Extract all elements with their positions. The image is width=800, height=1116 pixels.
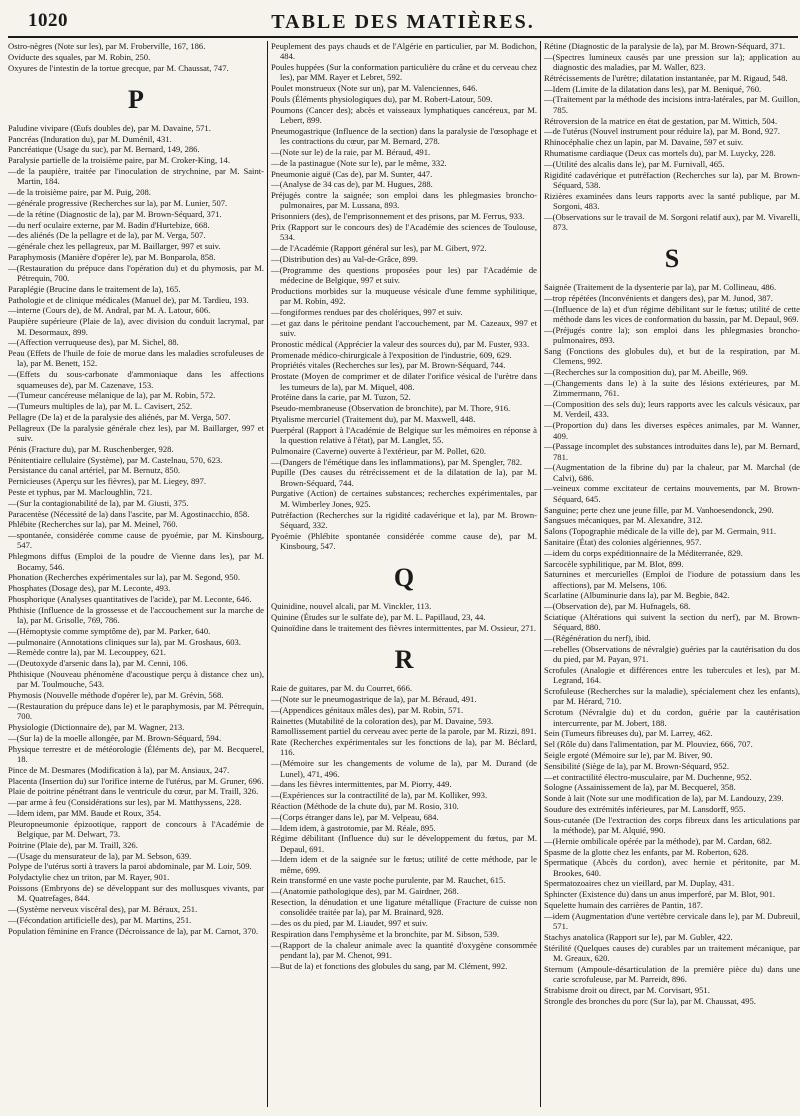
index-entry: Pancréas (Induration du), par M. Duménil, 431. bbox=[8, 133, 172, 144]
running-title: TABLE DES MATIÈRES. bbox=[271, 11, 535, 33]
index-entry: Raie de guitares, par M. du Courret, 666. bbox=[271, 683, 413, 694]
index-entry: —(Hémoptysie comme symptôme de), par M. Parker, 640. bbox=[8, 625, 211, 636]
index-entry: Saignée (Traitement de la dysenterie par la), par M. Collineau, 486. bbox=[544, 282, 777, 293]
index-entry: —(Programme des questions proposées pour les) par l'Académie de médecine de Belgique, 997 et suiv. bbox=[271, 264, 537, 286]
index-entry: —(Analyse de 34 cas de), par M. Hugues, 288. bbox=[271, 179, 433, 190]
index-entry: Sologne (Assainissement de la), par M. Becquerel, 358. bbox=[544, 782, 736, 793]
index-entry: Pénis (Fracture du), par M. Ruschenberger, 928. bbox=[8, 443, 174, 454]
index-entry: —(Usage du mensurateur de la), par M. Sebson, 639. bbox=[8, 850, 192, 861]
index-entry: —(Fécondation artificielle des), par M. Martins, 251. bbox=[8, 914, 192, 925]
index-entry: —pulmonaire (Annotations cliniques sur la), par M. Groshaus, 603. bbox=[8, 636, 241, 647]
index-entry: —(Observations sur le travail de M. Sorgoni relatif aux), par M. Vivarelli, 873. bbox=[544, 211, 800, 233]
index-entry: Pellagreux (De la paralysie générale chez les), par M. Baillarger, 997 et suiv. bbox=[8, 422, 264, 443]
index-entry: —spontanée, considérée comme cause de pyoémie, par M. Kinsbourg, 547. bbox=[8, 530, 264, 551]
index-entry: Productions morbides sur la muqueuse vésicale d'une femme syphilitique, par M. Robin, 492. bbox=[271, 285, 537, 307]
index-entry: —(Préjugés contre la); son emploi dans les phlegmasies broncho-pulmonaires, 893. bbox=[544, 325, 800, 346]
index-entry: Scarlatine (Albuminurie dans la), par M. Begbie, 842. bbox=[544, 590, 730, 601]
index-entry: —(Restauration du prépuce dans l'opération du) et du phymosis, par M. Pétrequin, 700. bbox=[8, 262, 264, 284]
index-entry: —(Influence de la) et d'un régime débilitant sur le fœtus; utilité de cette méthode dans les vices de conformation du bassin, par M. Depaul, 969. bbox=[544, 303, 800, 325]
index-entry: Squelette humain des carrières de Pantin, 187. bbox=[544, 900, 703, 911]
index-entry: Quinine (Études sur le sulfate de), par M. L. Papillaud, 23, 44. bbox=[271, 612, 486, 623]
index-entry: —idem (Augmentation d'une vertèbre cervicale dans le), par M. Dubreuil, 571. bbox=[544, 910, 800, 932]
index-entry: Préjugés contre la saignée; son emploi dans les phlegmasies broncho-pulmonaires, par M. Lussana, 893. bbox=[271, 190, 537, 211]
index-entry: —(Tumeurs multiples de la), par M. L. Cavisert, 252. bbox=[8, 401, 193, 412]
index-entry: Peau (Effets de l'huile de foie de morue dans les maladies scrofuleuses de la), par M. Benett, 152. bbox=[8, 348, 264, 369]
index-entry: —de la paupière, traitée par l'inoculation de strychnine, par M. Saint-Martin, 184. bbox=[8, 166, 264, 187]
column-divider bbox=[540, 41, 541, 1107]
section-letter: P bbox=[128, 84, 144, 114]
index-entry: Promenade médico-chirurgicale à l'exposition de l'industrie, 609, 629. bbox=[271, 349, 512, 360]
index-entry: Rate (Recherches expérimentales sur les fonctions de la), par M. Béclard, 116. bbox=[271, 737, 537, 758]
index-entry: Putréfaction (Recherches sur la rigidité cadavérique et la), par M. Brown-Séquard, 332. bbox=[271, 509, 537, 530]
index-entry: Phlébite (Recherches sur la), par M. Meinel, 760. bbox=[8, 519, 178, 530]
index-entry: —(Note sur le) de la raie, par M. Béraud, 491. bbox=[271, 146, 431, 157]
index-entry: —du nerf oculaire externe, par M. Badin d'Hurtebize, 668. bbox=[8, 219, 210, 230]
index-entry: Poules huppées (Sur la conformation particulière du crâne et du cerveau chez les), par MM. Rayer et Lebret, 592. bbox=[271, 62, 537, 83]
index-entry: Sensibilité (Siège de la), par M. Brown-Séquard, 952. bbox=[544, 760, 729, 771]
index-entry: Polype de l'utérus sorti à travers la paroi abdominale, par M. Loir, 509. bbox=[8, 861, 252, 872]
index-entry: Prostate (Moyen de comprimer et de dilater l'orifice vésical de l'urètre dans les tumeurs de la), par M. Miquel, 408. bbox=[271, 371, 537, 392]
index-entry: —des aliénés (De la pellagre et de la), par M. Verga, 507. bbox=[8, 230, 206, 241]
index-entry: Sein (Tumeurs fibreuses du), par M. Larrey, 462. bbox=[544, 728, 713, 739]
index-entry: Spermatozoaires chez un vieillard, par M. Duplay, 431. bbox=[544, 878, 735, 889]
index-entry: Rétine (Diagnostic de la paralysie de la), par M. Brown-Séquard, 371. bbox=[544, 41, 786, 51]
index-entry: Rétroversion de la matrice en état de gestation, par M. Wittich, 504. bbox=[544, 115, 778, 126]
index-column-2 bbox=[271, 41, 537, 1107]
index-entry: Pyoémie (Phlébite spontanée considérée comme cause de), par M. Kinsbourg, 547. bbox=[271, 530, 537, 551]
index-entry: Ramollissement partiel du cerveau avec perte de la parole, par M. Rizzi, 891. bbox=[271, 726, 537, 737]
index-entry: —de l'Académie (Rapport général sur les), par M. Gibert, 972. bbox=[271, 243, 487, 254]
index-entry: —fongiformes rendues par des cholériques, 997 et suiv. bbox=[271, 306, 463, 317]
index-entry: Purgative (Action) de certaines substances; recherches expérimentales, par M. Wimberley Jones, 925. bbox=[271, 488, 537, 509]
index-entry: —(Restauration du prépuce dans le) et le paraphymosis, par M. Pétrequin, 700. bbox=[8, 700, 264, 722]
index-entry: —par arme à feu (Considérations sur les), par M. Matthyssens, 228. bbox=[8, 797, 242, 808]
column-divider bbox=[267, 41, 268, 1107]
index-entry: —(Recherches sur la composition du), par M. Abeille, 969. bbox=[544, 367, 748, 378]
index-entry: Seigle ergoté (Mémoire sur le), par M. Biver, 90. bbox=[544, 749, 713, 760]
index-entry: Pneumonie aiguë (Cas de), par M. Sunter, 447. bbox=[271, 168, 433, 179]
index-entry: Paraphymosis (Manière d'opérer le), par M. Bonparola, 858. bbox=[8, 251, 216, 262]
index-entry: Peuplement des pays chauds et de l'Algérie en particulier, par M. Bodichon, 484. bbox=[271, 41, 537, 62]
index-entry: Rétrécissements de l'urètre; dilatation instantanée, par M. Rigaud, 548. bbox=[544, 72, 788, 83]
index-entry: —Remède contre la), par M. Lecouppey, 621. bbox=[8, 647, 166, 658]
index-entry: —Idem (Limite de la dilatation dans les), par M. Beniqué, 760. bbox=[544, 83, 762, 94]
index-entry: —(Traitement par la méthode des incisions intra-latérales, par M. Guillon, 785. bbox=[544, 94, 800, 115]
index-entry: Phthisique (Nouveau phénomène d'acoustique perçu à distance chez un), par M. Toulmouche, 543. bbox=[8, 669, 264, 690]
index-entry: —de la troisième paire, par M. Puig, 208. bbox=[8, 187, 151, 198]
index-entry: —(Régénération du nerf), ibid. bbox=[544, 633, 651, 644]
index-entry: Prisonniers (des), de l'emprisonnement et des prisons, par M. Ferrus, 933. bbox=[271, 211, 525, 222]
index-entry: Stérilité (Quelques causes de) curables par un traitement mécanique, par M. Greaux, 620. bbox=[544, 942, 800, 964]
index-entry: —(Deutoxyde d'arsenic dans la), par M. Cenni, 106. bbox=[8, 658, 188, 669]
index-entry: Paracentèse (Nécessité de la) dans l'ascite, par M. Agostinacchio, 858. bbox=[8, 508, 250, 519]
index-entry: Poissons (Embryons de) se développant sur des mollusques vivants, par M. Quatrefages, 844. bbox=[8, 882, 264, 904]
index-entry: Sarcocèle syphilitique, par M. Blot, 899. bbox=[544, 558, 684, 569]
index-entry: Paralysie partielle de la troisième paire, par M. Croker-King, 14. bbox=[8, 155, 230, 166]
index-entry: Pouls (Éléments physiologiques du), par M. Robert-Latour, 509. bbox=[271, 93, 493, 104]
section-letter: S bbox=[664, 244, 680, 274]
index-entry: Pneumogastrique (Influence de la section) dans la paralysie de l'œsophage et les contractions du cœur, par M. Bernard, 278. bbox=[271, 125, 537, 147]
index-entry: Sciatique (Altérations qui suivent la section du nerf), par M. Brown-Séquard, 880. bbox=[544, 612, 800, 633]
index-entry: Plaie de poitrine pénétrant dans le ventricule du cœur, par M. Traill, 326. bbox=[8, 786, 259, 797]
index-entry: —(Affection verruqueuse des), par M. Sichel, 88. bbox=[8, 337, 179, 348]
index-entry: —interne (Cours de), de M. Andral, par M. A. Latour, 606. bbox=[8, 305, 211, 316]
index-entry: Rizières examinées dans leurs rapports avec la santé publique, par M. Sorgoni, 483. bbox=[544, 190, 800, 211]
index-entry: Sanguine; perte chez une jeune fille, par M. Vanhoesendonck, 290. bbox=[544, 504, 774, 515]
index-entry: —(Corps étranger dans le), par M. Velpeau, 684. bbox=[271, 811, 439, 822]
index-entry: Peste et typhus, par M. Macloughlin, 721. bbox=[8, 486, 153, 497]
index-entry: —(Expériences sur la contractilité de la), par M. Kolliker, 993. bbox=[271, 790, 488, 801]
index-entry: Strabisme droit ou direct, par M. Corvisart, 951. bbox=[544, 984, 710, 995]
index-entry: Prix (Rapport sur le concours des) de l'Académie des sciences de Toulouse, 534. bbox=[271, 222, 537, 243]
index-entry: Phlegmons diffus (Emploi de la poudre de Vienne dans les), par M. Bocamy, 546. bbox=[8, 551, 264, 572]
index-entry: —(Effets du sous-carbonate d'ammoniaque dans les affections squameuses de), par M. Cazenave, 153. bbox=[8, 369, 264, 390]
index-entry: Rhinocéphalie chez un lapin, par M. Davaine, 597 et suiv. bbox=[544, 137, 744, 148]
index-entry: Réaction (Méthode de la chute du), par M. Rosio, 310. bbox=[271, 800, 459, 811]
index-entry: Rhumatisme cardiaque (Deux cas mortels du), par M. Luycky, 228. bbox=[544, 147, 776, 158]
index-entry: —Idem idem, par MM. Baude et Roux, 354. bbox=[8, 807, 161, 818]
page-header bbox=[8, 4, 798, 34]
index-entry: Sonde à lait (Note sur une modification de la), par M. Landouzy, 239. bbox=[544, 793, 784, 804]
index-entry: Sphincter (Existence du) dans un anus imperforé, par M. Blot, 901. bbox=[544, 889, 776, 900]
index-entry: Paludine vivipare (Œufs doubles de), par M. Davaine, 571. bbox=[8, 122, 211, 133]
index-entry: —veineux comme excitateur de certains mouvements, par M. Brown-Séquard, 645. bbox=[544, 483, 800, 504]
index-entry: Ostro-nègres (Note sur les), par M. Froberville, 167, 186. bbox=[8, 41, 206, 51]
index-entry: Oviducte des squales, par M. Robin, 250. bbox=[8, 51, 151, 62]
index-entry: Phosphorique (Analyses quantitatives de l'acide), par M. Leconte, 646. bbox=[8, 593, 252, 604]
index-entry: Phosphates (Dosage des), par M. Leconte, 493. bbox=[8, 583, 171, 594]
section-letter: R bbox=[394, 645, 414, 675]
index-entry: —(Tumeur cancéreuse mélanique de la), par M. Robin, 572. bbox=[8, 390, 216, 401]
index-entry: —(Hernie ombilicale opérée par la méthode), par M. Cardan, 682. bbox=[544, 835, 772, 846]
index-entry: Scrotum (Névralgie du) et du cordon, guérie par la cautérisation intercurrente, par M. Jobert, 188. bbox=[544, 707, 800, 728]
index-entry: —Idem idem, à gastrotomie, par M. Réale, 895. bbox=[271, 822, 436, 833]
index-entry: —(Composition des sels du); leurs rapports avec les calculs vésicaux, par M. Verdeil, 433. bbox=[544, 399, 800, 420]
index-entry: —(Observation de), par M. Hufnagels, 68. bbox=[544, 601, 691, 612]
index-entry: —rebelles (Observations de névralgie) guéries par la cautérisation du dos du pied, par M. Payan, 971. bbox=[544, 643, 800, 665]
index-entry: —de la rétine (Diagnostic de la), par M. Brown-Séquard, 371. bbox=[8, 208, 222, 219]
index-entry: —But de la) et fonctions des globules du sang, par M. Clément, 992. bbox=[271, 960, 508, 971]
index-entry: Oxyures de l'intestin de la tortue grecque, par M. Chaussat, 747. bbox=[8, 62, 229, 73]
header-rule bbox=[8, 36, 798, 38]
index-entry: Propriétés vitales (Recherches sur les), par M. Brown-Séquard, 744. bbox=[271, 360, 506, 371]
index-entry: Scrofules (Analogie et différences entre les tubercules et les), par M. Legrand, 164. bbox=[544, 665, 800, 686]
index-entry: Placenta (Insertion du) sur l'orifice interne de l'utérus, par M. Gruner, 696. bbox=[8, 775, 264, 786]
index-entry: —(Augmentation de la fibrine du) par la chaleur, par M. Marchal (de Calvi), 686. bbox=[544, 462, 800, 483]
index-column-3 bbox=[544, 41, 800, 1107]
index-entry: —(Appendices génitaux mâles des), par M. Robin, 571. bbox=[271, 704, 464, 715]
index-entry: Saturnines et mercurielles (Emploi de l'iodure de potassium dans les affections), par M. Melsens, 106. bbox=[544, 569, 800, 590]
index-entry: —Idem idem et de la saignée sur le fœtus; utilité de cette méthode, par le même, 699. bbox=[271, 854, 537, 875]
index-entry: Sang (Fonctions des globules du), et but de la respiration, par M. Clemens, 992. bbox=[544, 346, 800, 367]
index-entry: —(Proportion du) dans les diverses espèces animales, par M. Wanner, 409. bbox=[544, 420, 800, 441]
index-entry: —(Anatomie pathologique des), par M. Gairdner, 268. bbox=[271, 886, 459, 897]
index-entry: Sel (Rôle du) dans l'alimentation, par M. Plouviez, 666, 707. bbox=[544, 739, 753, 750]
index-entry: —(Note sur le pneumogastrique de la), par M. Béraud, 491. bbox=[271, 693, 477, 704]
index-entry: Rainettes (Mutabilité de la coloration des), par M. Davaine, 593. bbox=[271, 715, 494, 726]
index-entry: Soudure des extrémités inférieures, par M. Lansdorff, 955. bbox=[544, 803, 746, 814]
index-entry: —(Spectres lumineux causés par une pression sur la); application au diagnostic des maladies, par M. Waller, 823. bbox=[544, 51, 800, 73]
index-entry: Pénitentiaire cellulaire (Système), par M. Castelnau, 570, 623. bbox=[8, 454, 223, 465]
index-entry: Régime débilitant (Influence du) sur le développement du fœtus, par M. Depaul, 691. bbox=[271, 833, 537, 854]
index-entry: —(Changements dans le) à la suite des lésions extérieures, par M. Zimmermann, 761. bbox=[544, 378, 800, 399]
index-entry: Spermatique (Abcès du cordon), avec hernie et péritonite, par M. Brookes, 640. bbox=[544, 857, 800, 878]
index-entry: Protéine dans la carie, par M. Tuzon, 52. bbox=[271, 392, 411, 403]
index-entry: —(Dangers de l'émétique dans les inflammations), par M. Spengler, 782. bbox=[271, 456, 523, 467]
index-entry: Scrofuleuse (Recherches sur la maladie), spécialement chez les enfants), par M. Hérard, 710. bbox=[544, 686, 800, 707]
index-entry: Respiration dans l'emphysème et la bronchite, par M. Sibson, 539. bbox=[271, 928, 500, 939]
index-entry: Strongle des bronches du porc (Sur la), par M. Chaussat, 495. bbox=[544, 995, 756, 1006]
index-entry: Pulmonaire (Caverne) ouverte à l'extérieur, par M. Pollet, 620. bbox=[271, 445, 487, 456]
index-entry: Pernicieuses (Aperçu sur les fièvres), par M. Liegey, 897. bbox=[8, 476, 206, 487]
index-entry: Physiologie (Dictionnaire de), par M. Wagner, 213. bbox=[8, 722, 185, 733]
index-entry: Pancréatique (Usage du suc), par M. Bernard, 149, 286. bbox=[8, 144, 200, 155]
index-entry: —générale progressive (Recherches sur la), par M. Lunier, 507. bbox=[8, 197, 228, 208]
index-entry: —(Passage incomplet des substances introduites dans le), par M. Bernard, 781. bbox=[544, 441, 800, 462]
index-entry: —trop répétées (Inconvénients et dangers des), par M. Junod, 387. bbox=[544, 293, 773, 304]
index-entry: Poitrine (Plaie de), par M. Traill, 326. bbox=[8, 839, 138, 850]
index-page bbox=[8, 4, 798, 1112]
index-entry: —(Mémoire sur les changements de volume de la), par M. Durand (de Lunel), 471, 496. bbox=[271, 758, 537, 779]
index-entry: Pupille (Des causes du rétrécissement et de la dilatation de la), par M. Brown-Séquard, 744. bbox=[271, 467, 537, 488]
index-entry: —dans les fièvres intermittentes, par M. Piorry, 449. bbox=[271, 779, 452, 790]
index-entry: Population féminine en France (Décroissance de la), par M. Carnot, 370. bbox=[8, 925, 259, 936]
index-entry: Physique terrestre et de météorologie (Éléments de), par M. Becquerel, 18. bbox=[8, 743, 264, 764]
index-entry: —de la pastinague (Note sur le), par le même, 332. bbox=[271, 157, 447, 168]
index-entry: Poumons (Cancer des); abcès et vaisseaux lymphatiques cancéreux, par M. Lebert, 899. bbox=[271, 104, 537, 126]
index-entry: Quinidine, nouvel alcali, par M. Vinckler, 113. bbox=[271, 601, 432, 612]
index-entry: Polydactylie chez un triton, par M. Rayer, 901. bbox=[8, 872, 170, 883]
index-column-1 bbox=[8, 41, 264, 1107]
index-entry: Puerpéral (Rapport à l'Académie de Belgique sur les mémoires en réponse à la question relative à l'état), par M. Langlet, 55. bbox=[271, 424, 537, 445]
index-entry: Rein transformé en une vaste poche purulente, par M. Rauchet, 615. bbox=[271, 875, 506, 886]
index-entry: Sternum (Ampoule-désarticulation de la première pièce du) dans une carie scrofuleuse, par M. Parreidt, 896. bbox=[544, 963, 800, 985]
index-entry: —et contractilité électro-musculaire, par M. Duchenne, 952. bbox=[544, 771, 752, 782]
index-entry: —(Système nerveux viscéral des), par M. Béraux, 251. bbox=[8, 904, 198, 915]
page-number: 1020 bbox=[28, 10, 68, 31]
index-entry: Rigidité cadavérique et putréfaction (Recherches sur la), par M. Brown-Séquard, 538. bbox=[544, 169, 800, 190]
index-entry: Paupière supérieure (Plaie de la), avec division du conduit lacrymal, par M. Desormaux, 899. bbox=[8, 316, 264, 337]
index-entry: Salons (Topographie médicale de la ville de), par M. Germain, 911. bbox=[544, 526, 776, 537]
index-entry: Spasme de la glotte chez les enfants, par M. Roberton, 628. bbox=[544, 846, 749, 857]
section-letter: Q bbox=[393, 563, 415, 593]
index-entry: —de l'utérus (Nouvel instrument pour réduire la), par M. Bond, 927. bbox=[544, 126, 780, 137]
index-entry: —des os du pied, par M. Liaudet, 997 et suiv. bbox=[271, 918, 428, 929]
index-entry: Sous-cutanée (De l'extraction des corps fibreux dans les articulations par la méthode), par M. Alquié, 990. bbox=[544, 814, 800, 835]
index-entry: —(Utilité des alcalis dans le), par M. Furnivall, 465. bbox=[544, 158, 725, 169]
index-entry: Pseudo-membraneuse (Observation de bronchite), par M. Thore, 916. bbox=[271, 403, 511, 414]
index-entry: Resection, la dénudation et une ligature métallique (Fracture de cuisse non consolidée traitée par la), par M. Brainard, 928. bbox=[271, 897, 537, 918]
index-entry: Stachys anatolica (Rapport sur le), par M. Gubler, 422. bbox=[544, 931, 733, 942]
index-entry: Phymosis (Nouvelle méthode d'opérer le), par M. Grévin, 568. bbox=[8, 690, 224, 701]
index-entry: —(Sur la contagionabilité de la), par M. Giusti, 375. bbox=[8, 497, 189, 508]
index-entry: Persistance du canal artériel, par M. Bernutz, 850. bbox=[8, 465, 181, 476]
index-entry: Pellagre (De la) et de la paralysie des aliénés, par M. Verga, 507. bbox=[8, 411, 231, 422]
index-entry: Sanitaire (État) des colonies algériennes, 957. bbox=[544, 536, 702, 547]
index-entry: —(Distribution des) au Val-de-Grâce, 899. bbox=[271, 253, 418, 264]
index-entry: Ptyalisme mercuriel (Traitement du), par M. Maxwell, 448. bbox=[271, 413, 476, 424]
index-entry: —(Rapport de la chaleur animale avec la quantité d'oxygène consommée pendant la), par M. Chenot, 991. bbox=[271, 939, 537, 961]
index-entry: —et gaz dans le péritoine pendant l'accouchement, par M. Cazeaux, 997 et suiv. bbox=[271, 317, 537, 339]
index-entry: Pathologie et de clinique médicales (Manuel de), par M. Tardieu, 193. bbox=[8, 294, 249, 305]
index-entry: Phonation (Recherches expérimentales sur la), par M. Segond, 950. bbox=[8, 572, 240, 583]
index-entry: Phthisie (Influence de la grossesse et de l'accouchement sur la marche de la), par M. Grisolle, 769, 786. bbox=[8, 604, 264, 626]
index-entry: Poulet monstrueux (Note sur un), par M. Valenciennes, 646. bbox=[271, 83, 478, 94]
index-entry: Pronostic médical (Apprécier la valeur des sources du), par M. Fuster, 933. bbox=[271, 338, 530, 349]
index-columns bbox=[8, 41, 798, 1107]
index-entry: Pince de M. Desmares (Modification à la), par M. Ansiaux, 247. bbox=[8, 764, 230, 775]
index-entry: Paraplégie (Brucine dans le traitement de la), 165. bbox=[8, 283, 181, 294]
index-entry: Sangsues mécaniques, par M. Alexandre, 312. bbox=[544, 515, 703, 526]
index-entry: —idem du corps expéditionnaire de la Méditerranée, 829. bbox=[544, 547, 743, 558]
index-entry: Quinoïdine dans le traitement des fièvres intermittentes, par M. Ossieur, 271. bbox=[271, 622, 537, 633]
index-entry: Pleuropneumonie épizootique, rapport de concours à l'Académie de Belgique, par M. Delwart, 73. bbox=[8, 818, 264, 839]
index-entry: —(Sur la) de la moelle allongée, par M. Brown-Séquard, 594. bbox=[8, 732, 222, 743]
index-entry: —générale chez les pellagreux, par M. Baillarger, 997 et suiv. bbox=[8, 241, 221, 252]
